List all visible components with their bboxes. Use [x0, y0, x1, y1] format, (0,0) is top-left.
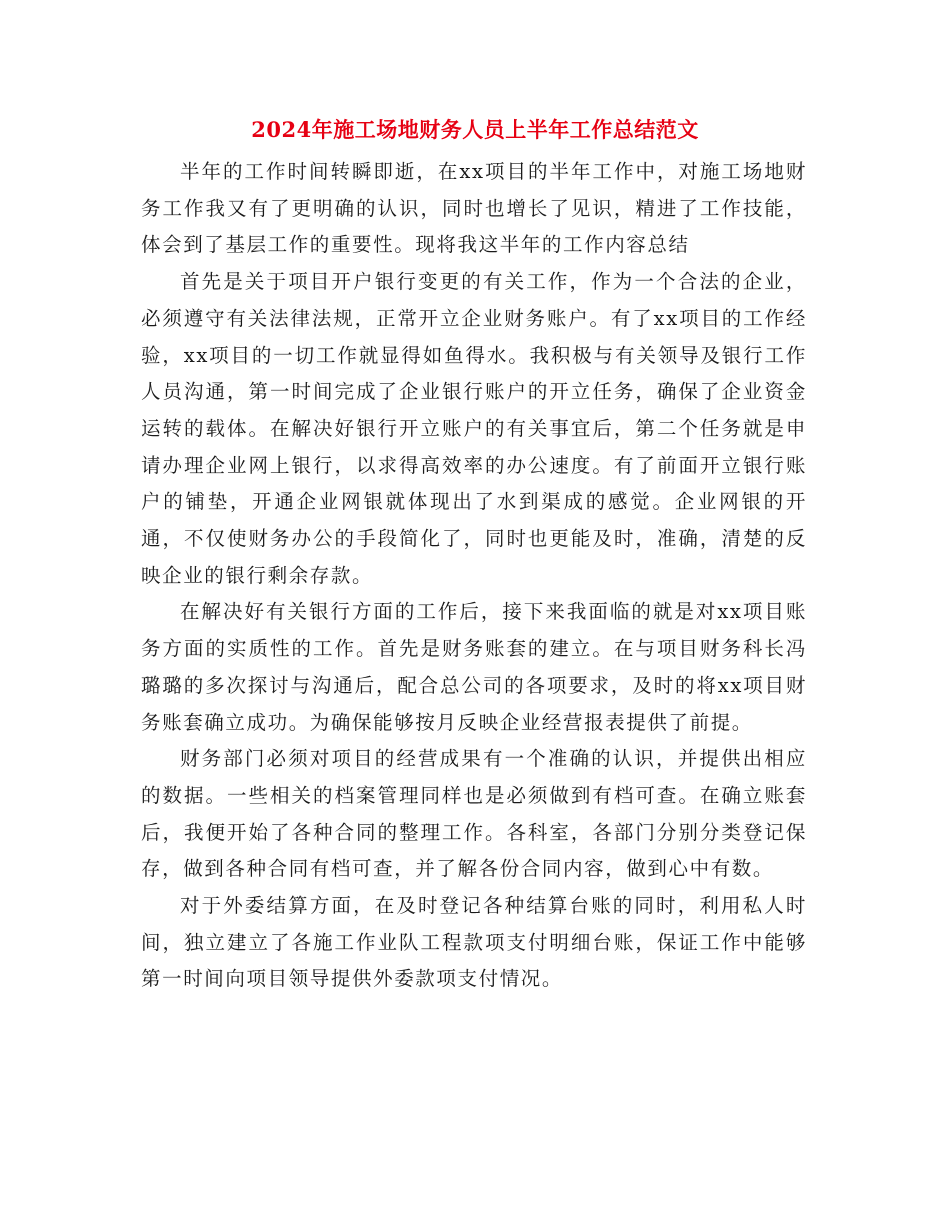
paragraph-1: 半年的工作时间转瞬即逝，在xx项目的半年工作中，对施工场地财务工作我又有了更明确的认识，同时也增长了见识，精进了工作技能，体会到了基层工作的重要性。现将我这半年的工作内容总结	[141, 160, 807, 257]
paragraph-5: 对于外委结算方面，在及时登记各种结算台账的同时，利用私人时间，独立建立了各施工作业队工程款项支付明细台账，保证工作中能够第一时间向项目领导提供外委款项支付情况。	[141, 894, 807, 991]
document-body	[141, 154, 807, 998]
document-title: 2024年施工场地财务人员上半年工作总结范文	[251, 117, 699, 142]
paragraph-2: 首先是关于项目开户银行变更的有关工作，作为一个合法的企业，必须遵守有关法律法规，正常开立企业财务账户。有了xx项目的工作经验，xx项目的一切工作就显得如鱼得水。我积极与有关领导及银行工作人员沟通，第一时间完成了企业银行账户的开立任务，确保了企业资金运转的载体。在解决好银行开立账户的有关事宜后，第二个任务就是申请办理企业网上银行，以求得高效率的办公速度。有了前面开立银行账户的铺垫，开通企业网银就体现出了水到渠成的感觉。企业网银的开通，不仅使财务办公的手段简化了，同时也更能及时，准确，清楚的反映企业的银行剩余存款。	[141, 270, 807, 587]
paragraph-3: 在解决好有关银行方面的工作后，接下来我面临的就是对xx项目账务方面的实质性的工作。首先是财务账套的建立。在与项目财务科长冯璐璐的多次探讨与沟通后，配合总公司的各项要求，及时的将xx项目财务账套确立成功。为确保能够按月反映企业经营报表提供了前提。	[141, 600, 807, 734]
paragraph-4: 财务部门必须对项目的经营成果有一个准确的认识，并提供出相应的数据。一些相关的档案管理同样也是必须做到有档可查。在确立账套后，我便开始了各种合同的整理工作。各科室，各部门分别分类登记保存，做到各种合同有档可查，并了解各份合同内容，做到心中有数。	[141, 747, 807, 881]
